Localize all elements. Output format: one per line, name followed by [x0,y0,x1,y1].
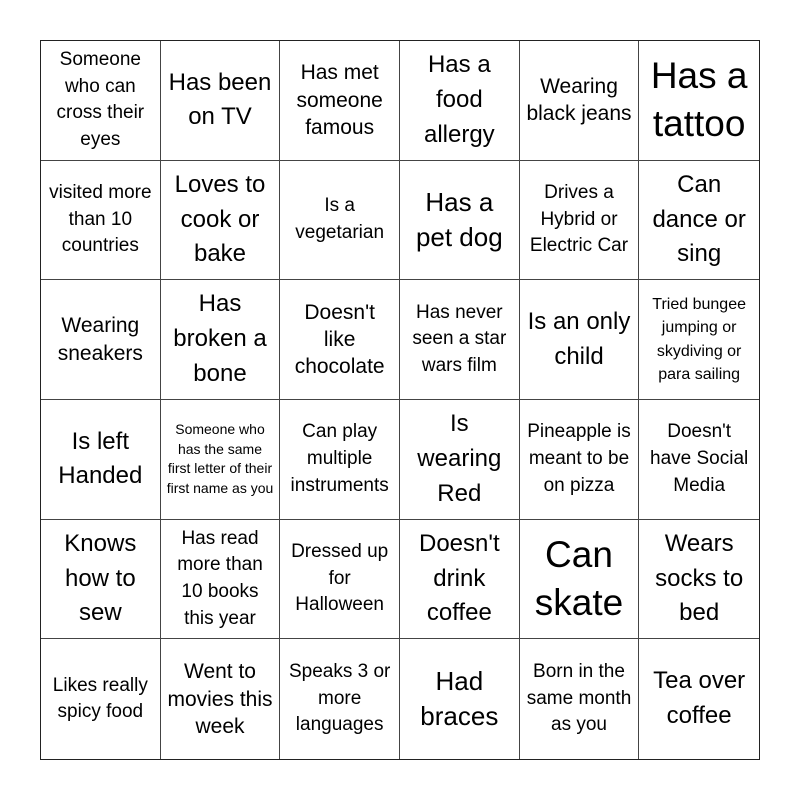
bingo-cell[interactable]: Is wearing Red [400,400,520,520]
bingo-cell[interactable]: Speaks 3 or more languages [280,639,400,759]
bingo-cell[interactable]: Has never seen a star wars film [400,280,520,400]
bingo-cell[interactable]: Can skate [520,520,640,640]
bingo-cell[interactable]: Likes really spicy food [41,639,161,759]
bingo-cell[interactable]: Wearing black jeans [520,41,640,161]
bingo-cell[interactable]: Has a pet dog [400,161,520,281]
bingo-cell[interactable]: Drives a Hybrid or Electric Car [520,161,640,281]
bingo-cell[interactable]: Someone who can cross their eyes [41,41,161,161]
bingo-cell[interactable]: Had braces [400,639,520,759]
bingo-cell[interactable]: Born in the same month as you [520,639,640,759]
bingo-cell[interactable]: Can play multiple instruments [280,400,400,520]
bingo-cell[interactable]: Doesn't like chocolate [280,280,400,400]
bingo-cell[interactable]: Has a food allergy [400,41,520,161]
bingo-cell[interactable]: Knows how to sew [41,520,161,640]
bingo-cell[interactable]: Has broken a bone [161,280,281,400]
bingo-cell[interactable]: Loves to cook or bake [161,161,281,281]
bingo-cell[interactable]: Doesn't have Social Media [639,400,759,520]
bingo-cell[interactable]: Wearing sneakers [41,280,161,400]
bingo-cell[interactable]: Can dance or sing [639,161,759,281]
bingo-cell[interactable]: Doesn't drink coffee [400,520,520,640]
bingo-cell[interactable]: Has met someone famous [280,41,400,161]
bingo-cell[interactable]: visited more than 10 countries [41,161,161,281]
bingo-cell[interactable]: Tea over coffee [653,667,746,730]
bingo-cell[interactable]: Is an only child [520,280,640,400]
bingo-cell[interactable]: Pineapple is meant to be on pizza [520,400,640,520]
bingo-cell[interactable]: Has read more than 10 books this year [161,520,281,640]
bingo-cell[interactable]: Is a vegetarian [280,161,400,281]
bingo-cell[interactable]: Dressed up for Halloween [280,520,400,640]
bingo-cell[interactable]: Wears socks to bed [639,520,759,640]
bingo-board [40,40,760,760]
bingo-cell[interactable]: Has a tattoo [639,41,759,161]
bingo-cell[interactable]: Has been on TV [161,41,281,161]
bingo-cell[interactable]: Went to movies this week [161,639,281,759]
bingo-cell[interactable]: Tried bungee jumping or skydiving or para sailing [639,280,759,400]
bingo-cell[interactable]: Someone who has the same first letter of their first name as you [161,400,281,520]
bingo-cell[interactable]: Is left Handed [41,400,161,520]
